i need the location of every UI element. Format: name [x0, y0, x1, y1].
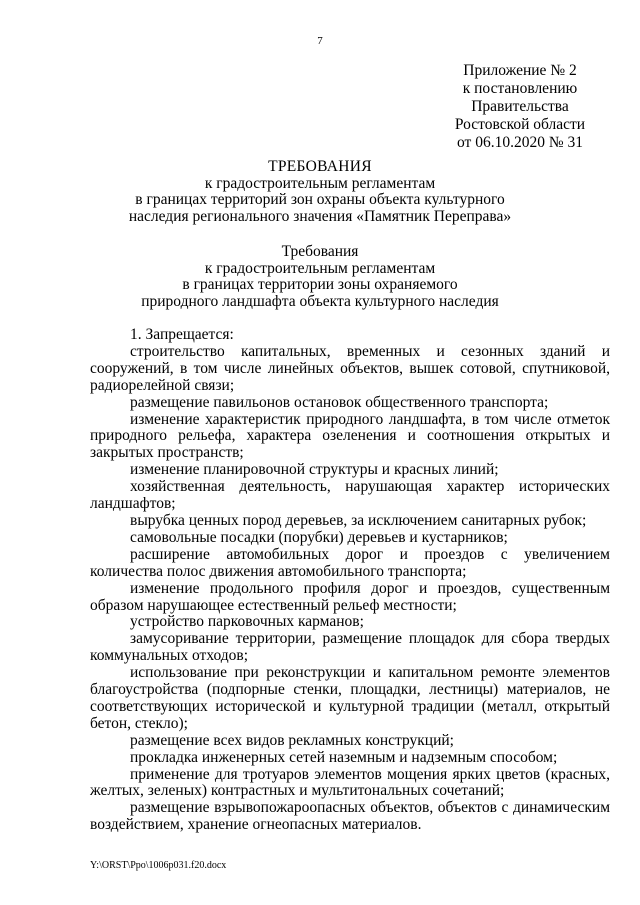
document-title	[80, 159, 560, 225]
list-item: замусоривание территории, размещение площадок для сбора твердых коммунальных отходов;	[90, 630, 610, 665]
title-line: наследия регионального значения «Памятник Переправа»	[128, 207, 512, 225]
list-item: изменение характеристик природного ландшафта, в том числе отметок природного рельефа, характера озеленения и соотношения открытых и закрытых пространств;	[90, 410, 610, 462]
list-item: устройство парковочных карманов;	[130, 613, 364, 631]
list-item: применение для тротуаров элементов мощения ярких цветов (красных, желтых, зеленых) контрастных и мультитональных сочетаний;	[90, 765, 610, 800]
subtitle-line: Требования	[281, 243, 359, 260]
list-item: самовольные посадки (порубки) деревьев и кустарников;	[130, 528, 508, 546]
appendix-line: Ростовской области	[454, 116, 586, 133]
subtitle-line: в границах территории зоны охраняемого	[182, 276, 458, 293]
title-line: в границах территорий зон охраны объекта культурного	[135, 191, 505, 208]
subtitle-line: к градостроительным регламентам	[204, 259, 436, 277]
title-line: к градостроительным регламентам	[204, 174, 436, 192]
list-item: хозяйственная деятельность, нарушающая характер исторических ландшафтов;	[90, 478, 610, 513]
list-item: вырубка ценных пород деревьев, за исключением санитарных рубок;	[130, 511, 587, 529]
title-main: ТРЕБОВАНИЯ	[268, 158, 372, 175]
list-item: размещение взрывопожароопасных объектов, объектов с динамическим воздействием, хранение огнеопасных материалов.	[90, 799, 610, 834]
section-heading: 1. Запрещается:	[130, 326, 234, 343]
list-item: изменение продольного профиля дорог и проездов, существенным образом нарушающее естественный рельеф местности;	[90, 579, 610, 614]
file-path-footer: Y:\ORST\Ppo\1006p031.f20.docx	[90, 860, 227, 871]
list-item: размещение всех видов рекламных конструкций;	[130, 731, 454, 749]
requirements-list	[90, 327, 610, 834]
section-title	[80, 244, 560, 310]
list-item: строительство капитальных, временных и сезонных зданий и сооружений, в том числе линейных объектов, вышек сотовой, спутниковой, радиорелейной связи;	[90, 342, 610, 394]
subtitle-line: природного ландшафта объекта культурного наследия	[141, 292, 499, 310]
list-item: прокладка инженерных сетей наземным и надземным способом;	[130, 748, 558, 766]
appendix-line: от 06.10.2020 № 31	[457, 134, 583, 151]
page-number: 7	[317, 35, 323, 47]
list-item: изменение планировочной структуры и красных линий;	[130, 461, 499, 479]
list-item: использование при реконструкции и капитальном ремонте элементов благоустройства (подпорные стенки, площадки, лестницы) материалов, не соответствующих исторической и культурной традиции (металл, открытый бетон, стекло);	[90, 664, 610, 732]
appendix-block	[440, 62, 600, 152]
appendix-line: Приложение № 2	[463, 62, 577, 79]
list-item: размещение павильонов остановок общественного транспорта;	[130, 393, 549, 411]
list-item: расширение автомобильных дорог и проездов с увеличением количества полос движения автомобильного транспорта;	[90, 545, 610, 580]
appendix-line: Правительства	[471, 98, 569, 115]
appendix-line: к постановлению	[462, 80, 578, 97]
